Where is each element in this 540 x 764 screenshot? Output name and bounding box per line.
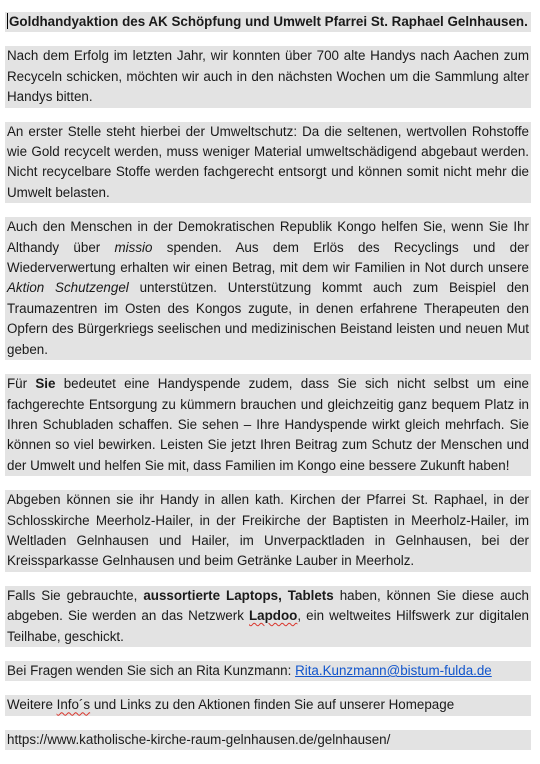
paragraph-kongo xyxy=(5,217,531,360)
text-run: Bei Fragen wenden Sie sich an Rita Kunzmann: xyxy=(7,662,296,678)
text-run: Falls Sie gebrauchte, xyxy=(7,587,144,603)
paragraph-laptops xyxy=(5,586,531,647)
text-run: bedeutet eine Handyspende zudem, dass Sie sich nicht selbst um eine fachgerechte Entsorgung zu kümmern brauchen und gleichzeitig ganz bequem Platz in Ihren Schubladen schaffen. Sie sehen – Ihre Handyspende wirkt gleich mehrfach. Sie können so viel bewirken. Leisten Sie jetzt Ihren Beitrag zum Schutz der Menschen und der Umwelt und helfen Sie mit, dass Familien im Kongo eine bessere Zukunft haben! xyxy=(7,376,529,473)
document-title xyxy=(5,12,531,32)
sie-bold: Sie xyxy=(35,376,56,392)
text-run: spenden. Aus dem Erlös des Recyclings und der Wiederverwertung erhalten wir einen Betrag, mit dem wir Familien in Not durch unsere xyxy=(7,239,529,276)
document-body xyxy=(5,12,531,764)
text-run: Für xyxy=(7,376,36,392)
aktion-schutzengel-italic: Aktion Schutzengel xyxy=(7,280,129,296)
text-run: Weitere xyxy=(7,697,57,713)
homepage-url[interactable]: https://www.katholische-kirche-raum-gelnhausen.de/gelnhausen/ xyxy=(5,730,531,750)
paragraph-environment: An erster Stelle steht hierbei der Umweltschutz: Da die seltenen, wertvollen Rohstoffe wie Gold recycelt werden, muss weniger Material umweltschädigend abgebaut werden. Nicht recycelbare Stoffe werden fachgerecht entsorgt und können somit nicht mehr die Umwelt belasten. xyxy=(5,122,531,204)
text-run: und Links zu den Aktionen finden Sie auf unserer Homepage xyxy=(90,697,455,713)
infos-misspelled: Info´s xyxy=(56,697,91,713)
paragraph-info xyxy=(5,695,531,715)
laptops-tablets-bold: aussortierte Laptops, Tablets xyxy=(143,587,334,603)
title-text: Goldhandyaktion des AK Schöpfung und Umwelt Pfarrei St. Raphael Gelnhausen. xyxy=(9,14,528,29)
text-run: Auch den Menschen in der Demokratischen Republik Kongo helfen Sie, wenn Sie Ihr Althandy über xyxy=(7,219,529,255)
text-run: , ein weltweites Hilfswerk zur digitalen Teilhabe, geschickt. xyxy=(7,608,529,644)
text-run: unterstützen. Unterstützung kommt auch zum Beispiel den Traumazentren im Osten des Kongos zugute, in denen erfahrene Therapeuten den Opfern des Bürgerkriegs seelischen und medizinischen Beistand leisten und neuen Mut geben. xyxy=(7,280,529,357)
email-link[interactable]: Rita.Kunzmann@bistum-fulda.de xyxy=(295,662,492,678)
lapdoo-bold: Lapdoo xyxy=(249,608,298,624)
paragraph-benefits xyxy=(5,374,531,476)
paragraph-dropoff-locations: Abgeben können sie ihr Handy in allen kath. Kirchen der Pfarrei St. Raphael, in der Schlosskirche Meerholz-Hailer, in der Freikirche der Baptisten in Meerholz-Hailer, im Weltladen Gelnhausen und Hailer, im Unverpacktladen in Gelnhausen, bei der Kreissparkasse Gelnhausen und beim Getränke Lauber in Meerholz. xyxy=(5,490,531,572)
paragraph-contact xyxy=(5,661,531,681)
missio-italic: missio xyxy=(114,239,153,255)
paragraph-intro: Nach dem Erfolg im letzten Jahr, wir konnten über 700 alte Handys nach Aachen zum Recyceln schicken, möchten wir auch in den nächsten Wochen um die Sammlung alter Handys bitten. xyxy=(5,46,531,107)
text-run: haben, können Sie diese auch abgeben. Sie werden an das Netzwerk xyxy=(7,587,529,624)
text-cursor xyxy=(7,13,8,29)
